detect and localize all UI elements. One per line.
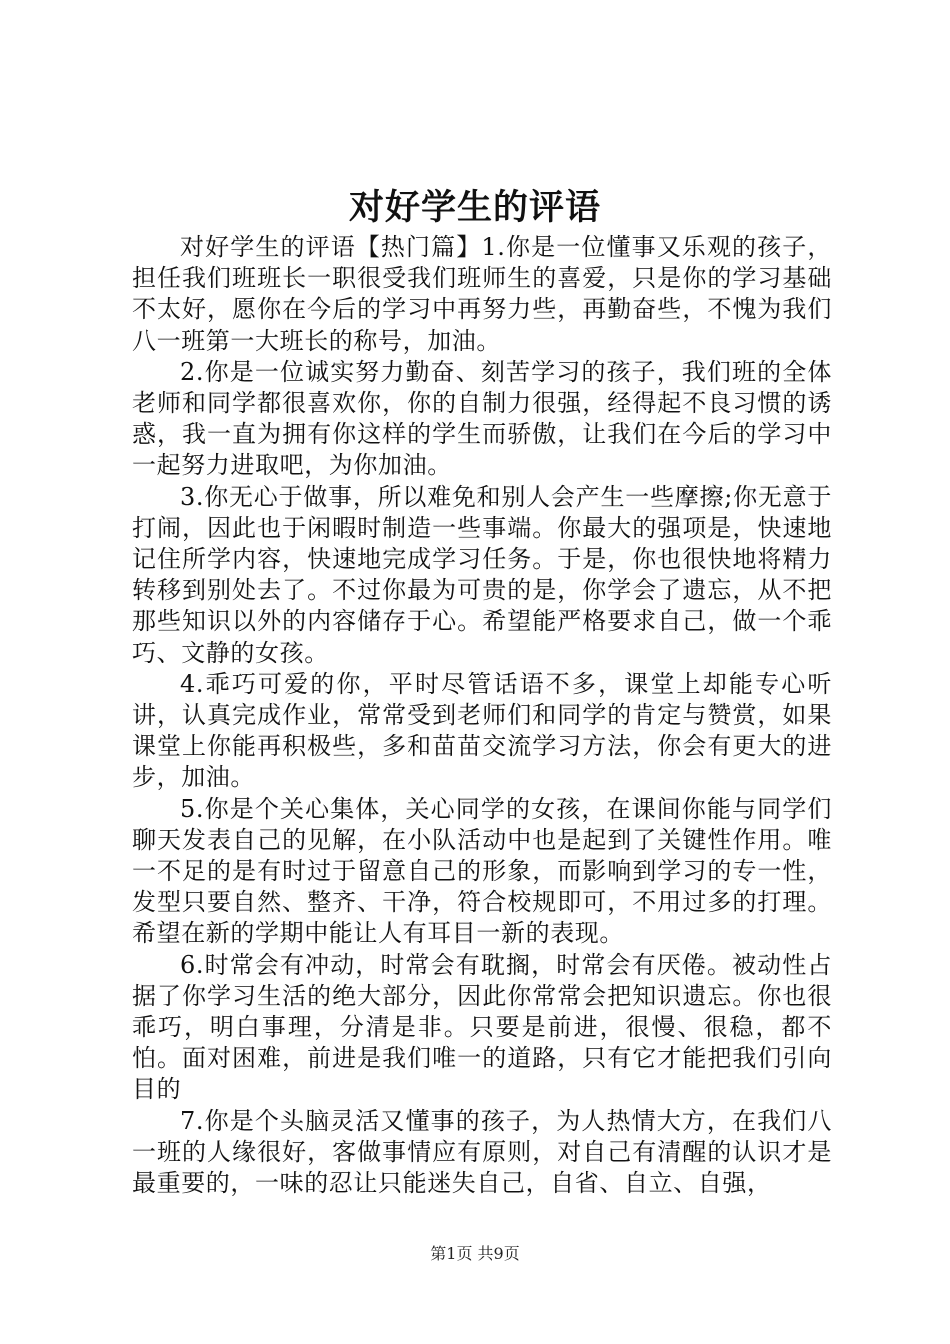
document-body <box>132 232 832 1199</box>
page-number-footer: 第1页 共9页 <box>430 1244 520 1263</box>
paragraph-5: 5.你是个关心集体，关心同学的女孩，在课间你能与同学们聊天发表自己的见解，在小队活动中也是起到了关键性作用。唯一不足的是有时过于留意自己的形象，而影响到学习的专一性，发型只要自然、整齐、干净，符合校规即可，不用过多的打理。希望在新的学期中能让人有耳目一新的表现。 <box>132 794 832 948</box>
paragraph-1: 对好学生的评语【热门篇】1.你是一位懂事又乐观的孩子，担任我们班班长一职很受我们班师生的喜爱，只是你的学习基础不太好，愿你在今后的学习中再努力些，再勤奋些，不愧为我们八一班第一大班长的称号，加油。 <box>132 233 832 355</box>
document-title: 对好学生的评语 <box>348 187 601 228</box>
paragraph-4: 4.乖巧可爱的你，平时尽管话语不多，课堂上却能专心听讲，认真完成作业，常常受到老师们和同学的肯定与赞赏，如果课堂上你能再积极些，多和苗苗交流学习方法，你会有更大的进步，加油。 <box>132 669 832 792</box>
paragraph-3: 3.你无心于做事，所以难免和别人会产生一些摩擦;你无意于打闹，因此也于闲暇时制造一些事端。你最大的强项是，快速地记住所学内容，快速地完成学习任务。于是，你也很快地将精力转移到别处去了。不过你最为可贵的是，你学会了遗忘，从不把那些知识以外的内容储存于心。希望能严格要求自己，做一个乖巧、文静的女孩。 <box>132 482 832 667</box>
paragraph-6: 6.时常会有冲动，时常会有耽搁，时常会有厌倦。被动性占据了你学习生活的绝大部分，因此你常常会把知识遗忘。你也很乖巧，明白事理，分清是非。只要是前进，很慢、很稳，都不怕。面对困难，前进是我们唯一的道路，只有它才能把我们引向目的 <box>132 950 832 1104</box>
paragraph-7: 7.你是个头脑灵活又懂事的孩子，为人热情大方，在我们八一班的人缘很好，客做事情应有原则，对自己有清醒的认识才是最重要的，一味的忍让只能迷失自己，自省、自立、自强， <box>132 1106 832 1198</box>
paragraph-2: 2.你是一位诚实努力勤奋、刻苦学习的孩子，我们班的全体老师和同学都很喜欢你，你的自制力很强，经得起不良习惯的诱惑，我一直为拥有你这样的学生而骄傲，让我们在今后的学习中一起努力进取吧，为你加油。 <box>132 357 832 480</box>
